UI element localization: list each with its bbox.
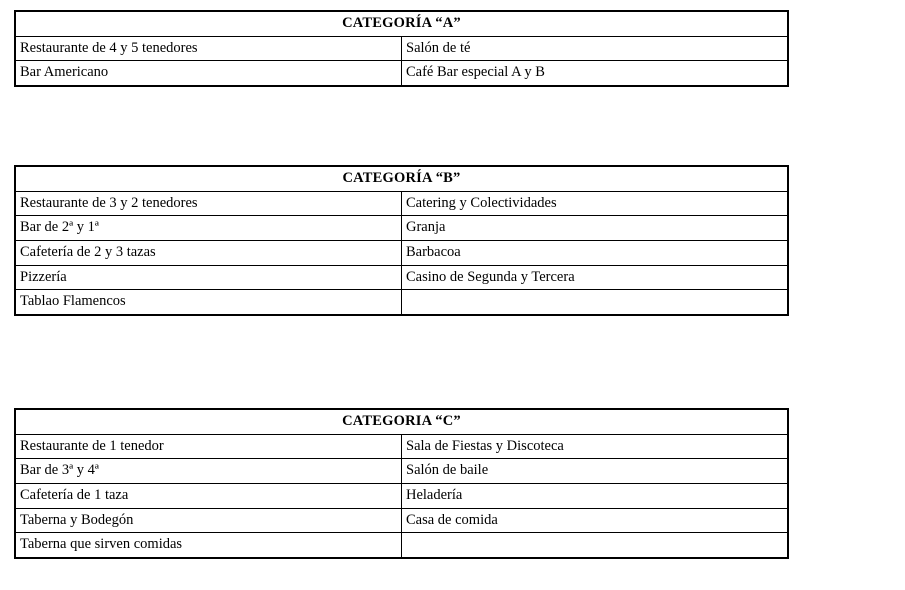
table-cell-left: Tablao Flamencos xyxy=(15,290,402,315)
table-cell-left: Bar de 2ª y 1ª xyxy=(15,216,402,241)
table-cell-right xyxy=(402,533,789,558)
table-row xyxy=(15,265,788,290)
table-row xyxy=(15,191,788,216)
table-row xyxy=(15,61,788,86)
table-row xyxy=(15,434,788,459)
table-cell-left: Pizzería xyxy=(15,265,402,290)
category-b-title: CATEGORÍA “B” xyxy=(15,166,788,191)
table-row xyxy=(15,290,788,315)
table-cell-right: Catering y Colectividades xyxy=(402,191,789,216)
category-c-table xyxy=(14,408,789,559)
table-cell-left: Taberna y Bodegón xyxy=(15,508,402,533)
table-header-row xyxy=(15,409,788,434)
table-cell-left: Taberna que sirven comidas xyxy=(15,533,402,558)
category-a-title: CATEGORÍA “A” xyxy=(15,11,788,36)
table-row xyxy=(15,484,788,509)
table-cell-left: Restaurante de 4 y 5 tenedores xyxy=(15,36,402,61)
table-row xyxy=(15,36,788,61)
table-header-row xyxy=(15,166,788,191)
table-cell-left: Cafetería de 1 taza xyxy=(15,484,402,509)
category-b-table xyxy=(14,165,789,316)
table-row xyxy=(15,508,788,533)
table-cell-right: Barbacoa xyxy=(402,241,789,266)
table-cell-left: Bar de 3ª y 4ª xyxy=(15,459,402,484)
table-cell-right: Salón de baile xyxy=(402,459,789,484)
table-header-row xyxy=(15,11,788,36)
table-cell-right: Salón de té xyxy=(402,36,789,61)
table-cell-left: Restaurante de 3 y 2 tenedores xyxy=(15,191,402,216)
table-row xyxy=(15,241,788,266)
table-row xyxy=(15,216,788,241)
table-cell-right: Casino de Segunda y Tercera xyxy=(402,265,789,290)
table-row xyxy=(15,459,788,484)
table-cell-right: Heladería xyxy=(402,484,789,509)
table-cell-left: Bar Americano xyxy=(15,61,402,86)
table-cell-left: Cafetería de 2 y 3 tazas xyxy=(15,241,402,266)
table-cell-right: Granja xyxy=(402,216,789,241)
category-a-table xyxy=(14,10,789,87)
category-c-title: CATEGORIA “C” xyxy=(15,409,788,434)
table-cell-right: Casa de comida xyxy=(402,508,789,533)
table-cell-left: Restaurante de 1 tenedor xyxy=(15,434,402,459)
table-cell-right: Café Bar especial A y B xyxy=(402,61,789,86)
table-row xyxy=(15,533,788,558)
table-cell-right xyxy=(402,290,789,315)
table-cell-right: Sala de Fiestas y Discoteca xyxy=(402,434,789,459)
